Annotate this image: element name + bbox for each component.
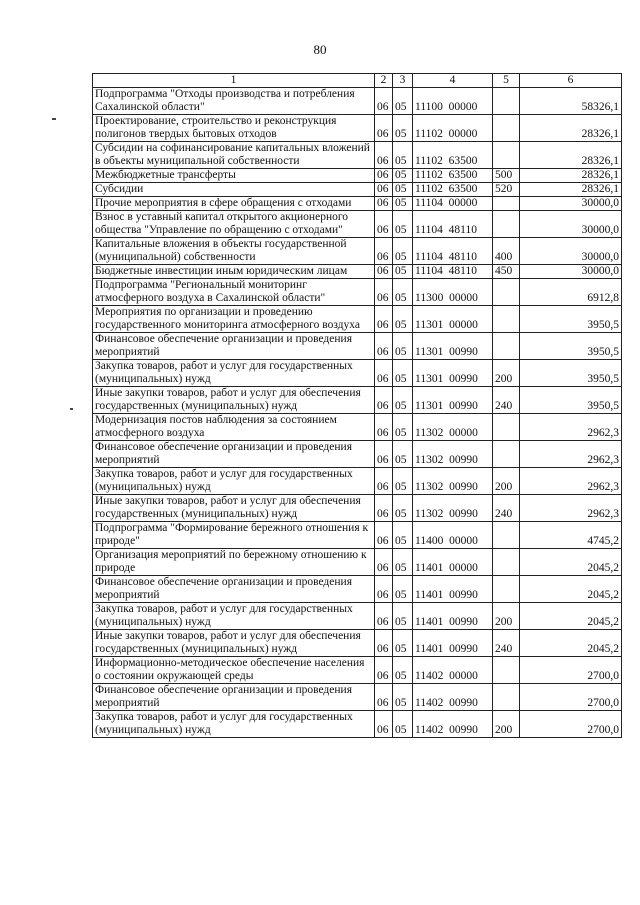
row-amount: 2962,3 [520, 441, 622, 468]
table-row [93, 238, 622, 265]
page-number: 80 [313, 42, 327, 57]
row-expense-type [493, 306, 520, 333]
table-row [93, 711, 622, 738]
row-expense-type: 240 [493, 630, 520, 657]
row-amount: 3950,5 [520, 387, 622, 414]
header-col-1: 1 [93, 74, 375, 88]
row-section: 06 [375, 603, 393, 630]
table-row [93, 360, 622, 387]
row-amount: 2962,3 [520, 414, 622, 441]
row-amount: 4745,2 [520, 522, 622, 549]
table-row [93, 183, 622, 197]
row-name: Взнос в уставный капитал открытого акционерного общества "Управление по обращению с отходами" [93, 211, 375, 238]
row-section: 06 [375, 183, 393, 197]
row-target-code: 11402 00990 [413, 711, 493, 738]
row-section: 06 [375, 468, 393, 495]
row-amount: 3950,5 [520, 360, 622, 387]
row-expense-type: 200 [493, 711, 520, 738]
table-row [93, 333, 622, 360]
row-section: 06 [375, 333, 393, 360]
row-name: Финансовое обеспечение организации и проведения мероприятий [93, 684, 375, 711]
table-row [93, 306, 622, 333]
row-section: 06 [375, 211, 393, 238]
row-name: Иные закупки товаров, работ и услуг для обеспечения государственных (муниципальных) нужд [93, 630, 375, 657]
row-target-code: 11301 00990 [413, 360, 493, 387]
row-amount: 28326,1 [520, 142, 622, 169]
row-name: Субсидии на софинансирование капитальных вложений в объекты муниципальной собственности [93, 142, 375, 169]
row-amount: 2045,2 [520, 630, 622, 657]
row-expense-type [493, 657, 520, 684]
row-name: Закупка товаров, работ и услуг для государственных (муниципальных) нужд [93, 711, 375, 738]
row-subsection: 05 [393, 211, 413, 238]
row-target-code: 11401 00990 [413, 630, 493, 657]
row-subsection: 05 [393, 630, 413, 657]
row-subsection: 05 [393, 684, 413, 711]
row-expense-type [493, 88, 520, 115]
row-subsection: 05 [393, 522, 413, 549]
row-expense-type [493, 576, 520, 603]
row-expense-type [493, 333, 520, 360]
row-target-code: 11301 00990 [413, 387, 493, 414]
row-section: 06 [375, 306, 393, 333]
table-row [93, 169, 622, 183]
row-name: Межбюджетные трансферты [93, 169, 375, 183]
row-subsection: 05 [393, 576, 413, 603]
row-expense-type [493, 197, 520, 211]
row-subsection: 05 [393, 441, 413, 468]
row-subsection: 05 [393, 603, 413, 630]
row-subsection: 05 [393, 88, 413, 115]
row-section: 06 [375, 657, 393, 684]
row-amount: 30000,0 [520, 265, 622, 279]
row-amount: 28326,1 [520, 169, 622, 183]
row-expense-type [493, 522, 520, 549]
row-subsection: 05 [393, 169, 413, 183]
header-col-2: 2 [375, 74, 393, 88]
row-name: Информационно-методическое обеспечение населения о состоянии окружающей среды [93, 657, 375, 684]
row-expense-type [493, 414, 520, 441]
row-amount: 2045,2 [520, 549, 622, 576]
row-name: Финансовое обеспечение организации и проведения мероприятий [93, 333, 375, 360]
header-col-3: 3 [393, 74, 413, 88]
row-name: Подпрограмма "Отходы производства и потребления Сахалинской области" [93, 88, 375, 115]
row-expense-type: 520 [493, 183, 520, 197]
row-expense-type: 240 [493, 387, 520, 414]
row-target-code: 11302 00990 [413, 495, 493, 522]
table-row [93, 142, 622, 169]
table-row [93, 549, 622, 576]
row-target-code: 11400 00000 [413, 522, 493, 549]
table-row [93, 630, 622, 657]
row-expense-type: 500 [493, 169, 520, 183]
row-subsection: 05 [393, 711, 413, 738]
row-target-code: 11104 48110 [413, 238, 493, 265]
row-expense-type: 450 [493, 265, 520, 279]
row-section: 06 [375, 169, 393, 183]
row-name: Субсидии [93, 183, 375, 197]
row-target-code: 11102 00000 [413, 115, 493, 142]
row-name: Мероприятия по организации и проведению государственного мониторинга атмосферного воздуха [93, 306, 375, 333]
row-amount: 2045,2 [520, 576, 622, 603]
row-section: 06 [375, 115, 393, 142]
row-target-code: 11401 00990 [413, 576, 493, 603]
table-row [93, 522, 622, 549]
row-section: 06 [375, 630, 393, 657]
row-subsection: 05 [393, 414, 413, 441]
row-subsection: 05 [393, 197, 413, 211]
row-name: Закупка товаров, работ и услуг для государственных (муниципальных) нужд [93, 468, 375, 495]
row-expense-type: 200 [493, 603, 520, 630]
row-name: Подпрограмма "Формирование бережного отношения к природе" [93, 522, 375, 549]
row-name: Организация мероприятий по бережному отношению к природе [93, 549, 375, 576]
row-expense-type: 200 [493, 468, 520, 495]
row-expense-type [493, 115, 520, 142]
row-subsection: 05 [393, 279, 413, 306]
row-amount: 58326,1 [520, 88, 622, 115]
row-subsection: 05 [393, 387, 413, 414]
table-row [93, 441, 622, 468]
row-name: Финансовое обеспечение организации и проведения мероприятий [93, 441, 375, 468]
row-section: 06 [375, 414, 393, 441]
row-name: Бюджетные инвестиции иным юридическим лицам [93, 265, 375, 279]
row-section: 06 [375, 279, 393, 306]
row-name: Проектирование, строительство и реконструкция полигонов твердых бытовых отходов [93, 115, 375, 142]
row-name: Финансовое обеспечение организации и проведения мероприятий [93, 576, 375, 603]
row-target-code: 11102 63500 [413, 169, 493, 183]
row-subsection: 05 [393, 468, 413, 495]
table-row [93, 387, 622, 414]
row-expense-type: 200 [493, 360, 520, 387]
row-amount: 30000,0 [520, 238, 622, 265]
row-target-code: 11301 00000 [413, 306, 493, 333]
row-amount: 2700,0 [520, 684, 622, 711]
row-amount: 30000,0 [520, 197, 622, 211]
row-name: Капитальные вложения в объекты государственной (муниципальной) собственности [93, 238, 375, 265]
row-target-code: 11102 63500 [413, 183, 493, 197]
row-subsection: 05 [393, 142, 413, 169]
row-target-code: 11402 00990 [413, 684, 493, 711]
row-section: 06 [375, 495, 393, 522]
row-subsection: 05 [393, 265, 413, 279]
table-row [93, 88, 622, 115]
row-name: Закупка товаров, работ и услуг для государственных (муниципальных) нужд [93, 603, 375, 630]
row-subsection: 05 [393, 657, 413, 684]
row-section: 06 [375, 238, 393, 265]
table-row [93, 197, 622, 211]
row-subsection: 05 [393, 238, 413, 265]
row-amount: 3950,5 [520, 333, 622, 360]
row-section: 06 [375, 265, 393, 279]
row-expense-type [493, 441, 520, 468]
row-amount: 28326,1 [520, 115, 622, 142]
row-amount: 6912,8 [520, 279, 622, 306]
row-name: Иные закупки товаров, работ и услуг для обеспечения государственных (муниципальных) нужд [93, 495, 375, 522]
row-name: Иные закупки товаров, работ и услуг для обеспечения государственных (муниципальных) нужд [93, 387, 375, 414]
row-subsection: 05 [393, 549, 413, 576]
row-section: 06 [375, 88, 393, 115]
table-row [93, 684, 622, 711]
table-row [93, 414, 622, 441]
row-target-code: 11104 48110 [413, 211, 493, 238]
row-target-code: 11301 00990 [413, 333, 493, 360]
row-target-code: 11302 00990 [413, 468, 493, 495]
row-name: Модернизация постов наблюдения за состоянием атмосферного воздуха [93, 414, 375, 441]
row-expense-type: 240 [493, 495, 520, 522]
table-row [93, 495, 622, 522]
table-row [93, 576, 622, 603]
row-section: 06 [375, 360, 393, 387]
row-target-code: 11300 00000 [413, 279, 493, 306]
row-amount: 2962,3 [520, 495, 622, 522]
row-target-code: 11102 63500 [413, 142, 493, 169]
row-amount: 28326,1 [520, 183, 622, 197]
row-section: 06 [375, 711, 393, 738]
row-amount: 3950,5 [520, 306, 622, 333]
scan-mark [52, 118, 56, 120]
table-row [93, 265, 622, 279]
row-target-code: 11401 00990 [413, 603, 493, 630]
row-target-code: 11104 00000 [413, 197, 493, 211]
header-col-4: 4 [413, 74, 493, 88]
row-amount: 2700,0 [520, 711, 622, 738]
row-section: 06 [375, 576, 393, 603]
table-row [93, 468, 622, 495]
table-row [93, 115, 622, 142]
row-amount: 2962,3 [520, 468, 622, 495]
budget-table [92, 73, 622, 738]
row-target-code: 11302 00000 [413, 414, 493, 441]
row-amount: 30000,0 [520, 211, 622, 238]
row-name: Прочие мероприятия в сфере обращения с отходами [93, 197, 375, 211]
table-row [93, 211, 622, 238]
row-target-code: 11402 00000 [413, 657, 493, 684]
header-col-5: 5 [493, 74, 520, 88]
row-section: 06 [375, 684, 393, 711]
row-subsection: 05 [393, 495, 413, 522]
scan-mark [70, 408, 73, 410]
row-name: Подпрограмма "Региональный мониторинг атмосферного воздуха в Сахалинской области" [93, 279, 375, 306]
row-subsection: 05 [393, 183, 413, 197]
row-target-code: 11100 00000 [413, 88, 493, 115]
table-row [93, 657, 622, 684]
row-expense-type [493, 211, 520, 238]
row-section: 06 [375, 387, 393, 414]
row-subsection: 05 [393, 360, 413, 387]
row-expense-type [493, 142, 520, 169]
row-subsection: 05 [393, 333, 413, 360]
row-section: 06 [375, 142, 393, 169]
header-col-6: 6 [520, 74, 622, 88]
table-header-row [93, 74, 622, 88]
row-section: 06 [375, 522, 393, 549]
row-section: 06 [375, 197, 393, 211]
row-subsection: 05 [393, 115, 413, 142]
row-target-code: 11104 48110 [413, 265, 493, 279]
row-expense-type [493, 549, 520, 576]
row-expense-type [493, 684, 520, 711]
row-section: 06 [375, 549, 393, 576]
row-target-code: 11401 00000 [413, 549, 493, 576]
row-subsection: 05 [393, 306, 413, 333]
table-row [93, 603, 622, 630]
row-expense-type [493, 279, 520, 306]
table-row [93, 279, 622, 306]
row-amount: 2700,0 [520, 657, 622, 684]
row-name: Закупка товаров, работ и услуг для государственных (муниципальных) нужд [93, 360, 375, 387]
row-section: 06 [375, 441, 393, 468]
row-amount: 2045,2 [520, 603, 622, 630]
row-expense-type: 400 [493, 238, 520, 265]
row-target-code: 11302 00990 [413, 441, 493, 468]
